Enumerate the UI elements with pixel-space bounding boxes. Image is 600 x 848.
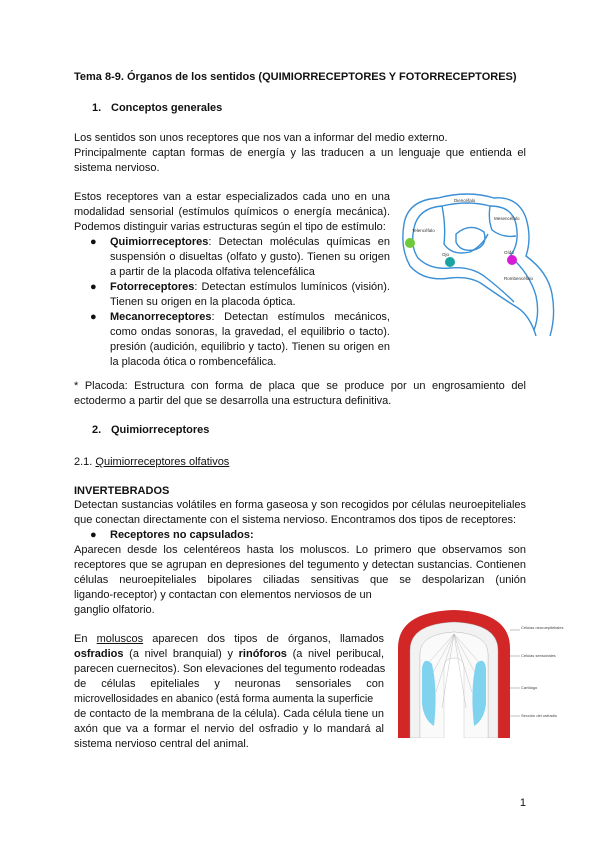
- paragraph-line: ganglio olfatorio.: [74, 604, 155, 616]
- paragraph-line: Podemos distinguir varias estructuras según el tipo de estímulo:: [74, 221, 386, 233]
- bullet-line: Fotorreceptores: Detectan estímulos lumínicos (visión).: [110, 281, 390, 293]
- subsection-title: 2.1. Quimiorreceptores olfativos: [74, 456, 230, 468]
- bullet-dot: ●: [90, 236, 97, 248]
- bullet-line: Quimiorreceptores: Detectan moléculas químicas en: [110, 236, 390, 248]
- olfactory-placode-marker: [405, 238, 415, 248]
- receptores-no-capsulados: Receptores no capsulados:: [110, 529, 254, 541]
- fig1-label: Mesencéfalo: [494, 216, 520, 221]
- section-2-heading: Quimiorreceptores: [111, 424, 210, 436]
- inner-outline-lower: [413, 228, 514, 302]
- moluscos-link-text: moluscos: [96, 633, 144, 645]
- bullet-line: presión (audición, equilibrio y tacto). Tienen su origen en: [110, 341, 390, 353]
- tissue-arch: [398, 610, 510, 738]
- fig2-label: Células sensoriales: [521, 653, 556, 658]
- bullet-dot: ●: [90, 311, 97, 323]
- bullet-line: Tienen su origen en la placoda óptica.: [110, 296, 296, 308]
- bullet-dot: ●: [90, 529, 97, 541]
- paragraph-line: Principalmente captan formas de energía y las traducen a un lenguaje que entienda el: [74, 147, 526, 159]
- paragraph-line: parecen cuernecitos). Son elevaciones del tegumento rodeadas: [74, 663, 386, 675]
- section-1-number: 1.: [92, 102, 102, 114]
- bullet-line: a partir de la placoda olfativa telencefálica: [110, 266, 315, 278]
- osphradium-diagram: [394, 608, 564, 738]
- bullet-term: Fotorreceptores: [110, 281, 195, 293]
- brain-placode-diagram: [398, 186, 560, 336]
- paragraph-line: de contacto de la membrana de la célula). Cada célula tiene un: [74, 708, 384, 720]
- page-number: 1: [519, 797, 526, 809]
- fig2-label: Sección del osfradio: [521, 713, 558, 718]
- note-line: * Placoda: Estructura con forma de placa que se produce por un engrosamiento del: [74, 380, 526, 392]
- ventricle-divider-2: [489, 206, 516, 236]
- paragraph-line: En moluscos aparecen dos tipos de órganos, llamados: [74, 633, 384, 645]
- bullet-term: Quimiorreceptores: [110, 236, 209, 248]
- fig2-label: Células neuroepiteliales: [521, 625, 564, 630]
- bullet-line: Mecanorreceptores: Detectan estímulos mecánicos,: [110, 311, 390, 323]
- otic-placode-marker: [507, 255, 517, 265]
- paragraph-line: Los sentidos son unos receptores que nos van a informar del medio externo.: [74, 132, 448, 144]
- paragraph-line: Estos receptores van a estar especializados cada uno en una: [74, 191, 390, 203]
- paragraph-line: ligando-receptor) y contactan con elementos nerviosos de un: [74, 589, 372, 601]
- fig1-label: Telencéfalo: [412, 228, 435, 233]
- section-1-heading: Conceptos generales: [111, 102, 223, 114]
- bullet-line: suspensión o disueltas (olfato y gusto). Tienen su origen: [110, 251, 390, 263]
- paragraph-line: modalidad sensorial (estímulos químicos o energía mecánica).: [74, 206, 390, 218]
- note-line: ectodermo a partir del que se desarrolla una estructura definitiva.: [74, 395, 392, 407]
- paragraph-line: microvellosidades en abanico (está forma aumenta la superficie: [74, 693, 374, 705]
- bullet-line: la placoda ótica o rombencefálica.: [110, 356, 277, 368]
- paragraph-line: sistema nervioso.: [74, 162, 160, 174]
- fig1-label: Diencéfalo: [454, 198, 476, 203]
- fig2-label: Cartílago: [521, 685, 538, 690]
- fig1-label: Oído: [504, 250, 514, 255]
- paragraph-line: de células epiteliales y neuronas sensoriales con: [74, 678, 384, 690]
- bullet-dot: ●: [90, 281, 97, 293]
- paragraph-line: osfradios (a nivel branquial) y rinóforos (a nivel peribucal,: [74, 648, 384, 660]
- bullet-line: como ondas sonoras, la gravedad, el equilibrio o tacto).: [110, 326, 390, 338]
- paragraph-line: sistema nervioso central del animal.: [74, 738, 249, 750]
- paragraph-line: que conectan directamente con el sistema nervioso. Encontramos dos tipos de receptores:: [74, 514, 517, 526]
- invertebrados-heading: INVERTEBRADOS: [74, 485, 170, 497]
- paragraph-line: células neuroepiteliales bipolares ciliadas sensitivas que se despolarizan (unión: [74, 574, 526, 586]
- optic-placode-marker: [445, 257, 455, 267]
- paragraph-line: receptores que se agrupan en depresiones del tegumento y detectan sustancias. Contienen: [74, 559, 526, 571]
- fig1-label: Rombencéfalo: [504, 276, 534, 281]
- fig1-label: Ojo: [442, 252, 450, 257]
- paragraph-line: axón que va a formar el nervio del osfradio y lo mandará al: [74, 723, 384, 735]
- ventricle-loop: [456, 227, 485, 250]
- bullet-term: Mecanorreceptores: [110, 311, 212, 323]
- paragraph-line: Aparecen desde los celentéreos hasta los moluscos. Lo primero que observamos son: [74, 544, 526, 556]
- paragraph-line: Detectan sustancias volátiles en forma gaseosa y son recogidos por células neuroepiteliales: [74, 499, 526, 511]
- section-2-number: 2.: [92, 424, 102, 436]
- page-title: Tema 8-9. Órganos de los sentidos (QUIMIORRECEPTORES Y FOTORRECEPTORES): [74, 71, 517, 83]
